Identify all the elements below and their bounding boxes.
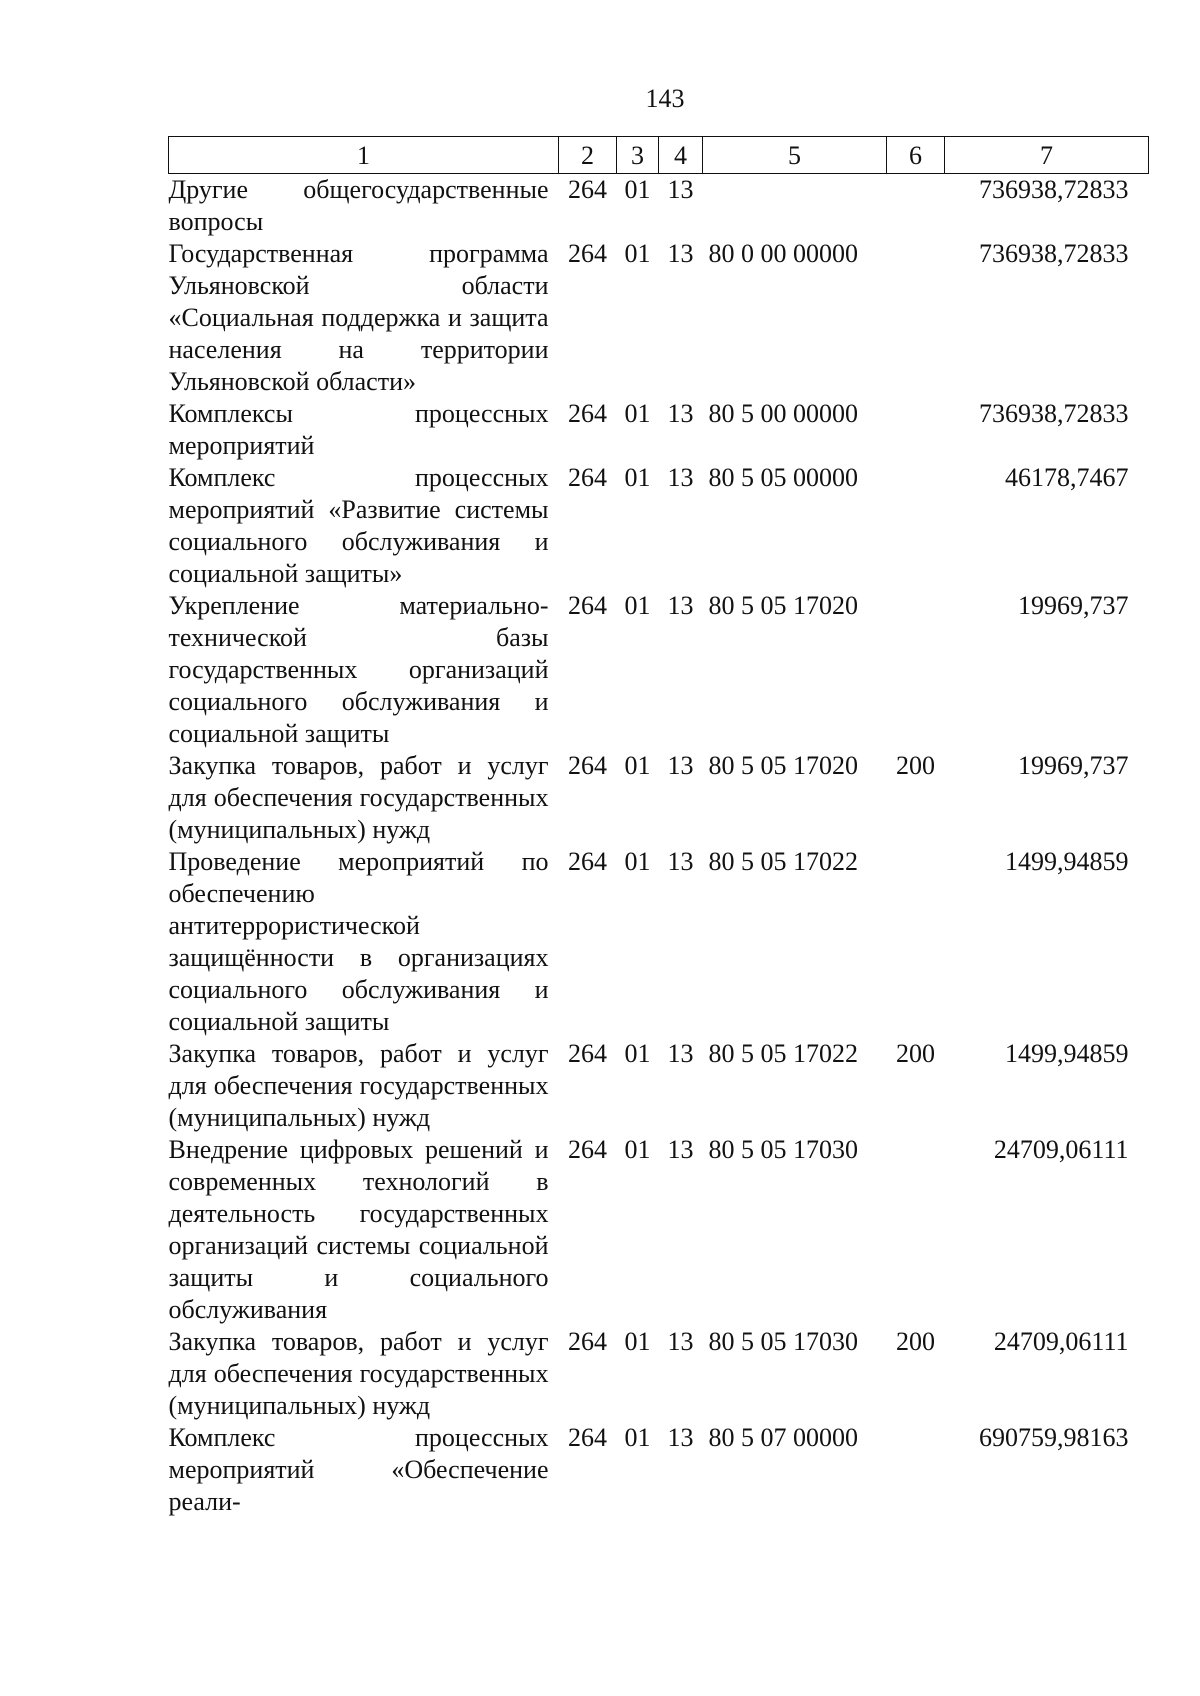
header-col-3: 3 <box>617 137 659 174</box>
table-row <box>169 398 1149 462</box>
row-section-code: 01 <box>624 751 651 780</box>
row-name: Закупка товаров, работ и услуг для обеспечения государственных (муниципальных) нужд <box>168 751 549 844</box>
table-row <box>169 462 1149 590</box>
row-gr-code: 264 <box>568 1327 607 1356</box>
row-target-article: 80 5 00 00000 <box>708 399 858 428</box>
row-amount: 19969,737 <box>1018 591 1129 620</box>
row-target-article: 80 5 05 17022 <box>708 1039 858 1068</box>
row-section-code: 01 <box>624 399 651 428</box>
row-section-code: 01 <box>624 239 651 268</box>
table-row <box>169 590 1149 750</box>
row-expense-type <box>887 846 945 1038</box>
table-row <box>169 750 1149 846</box>
header-col-1: 1 <box>169 137 559 174</box>
row-gr-code: 264 <box>568 175 607 204</box>
table-row <box>169 1038 1149 1134</box>
row-section-code: 01 <box>624 463 651 492</box>
row-target-article: 80 5 05 17020 <box>708 751 858 780</box>
row-expense-type <box>887 238 945 398</box>
row-gr-code: 264 <box>568 1135 607 1164</box>
table-row <box>169 174 1149 239</box>
header-col-5: 5 <box>703 137 887 174</box>
header-col-6: 6 <box>887 137 945 174</box>
row-gr-code: 264 <box>568 239 607 268</box>
row-gr-code: 264 <box>568 751 607 780</box>
row-name: Другие общегосударственные вопросы <box>168 175 549 236</box>
row-name: Закупка товаров, работ и услуг для обеспечения государственных (муниципальных) нужд <box>168 1327 549 1420</box>
row-name: Внедрение цифровых решений и современных технологий в деятельность государственных организаций системы социальной защиты и социального обслуживания <box>168 1135 549 1324</box>
row-expense-type <box>887 174 945 239</box>
row-section-code: 01 <box>624 175 651 204</box>
row-gr-code: 264 <box>568 847 607 876</box>
row-subsection-code: 13 <box>667 1327 694 1356</box>
row-name: Закупка товаров, работ и услуг для обеспечения государственных (муниципальных) нужд <box>168 1039 549 1132</box>
row-name: Комплекс процессных мероприятий «Обеспечение реали- <box>168 1423 549 1516</box>
row-subsection-code: 13 <box>667 175 694 204</box>
row-gr-code: 264 <box>568 463 607 492</box>
row-gr-code: 264 <box>568 399 607 428</box>
row-target-article: 80 0 00 00000 <box>708 239 858 268</box>
row-amount: 736938,72833 <box>979 175 1129 204</box>
row-target-article <box>703 174 887 239</box>
row-target-article: 80 5 05 17030 <box>708 1135 858 1164</box>
row-name: Комплекс процессных мероприятий «Развитие системы социального обслуживания и социальной защиты» <box>168 463 549 588</box>
row-target-article: 80 5 05 00000 <box>708 463 858 492</box>
row-subsection-code: 13 <box>667 463 694 492</box>
table-row <box>169 1134 1149 1326</box>
header-col-4: 4 <box>659 137 703 174</box>
row-subsection-code: 13 <box>667 847 694 876</box>
row-gr-code: 264 <box>568 1423 607 1452</box>
row-amount: 690759,98163 <box>979 1423 1129 1452</box>
table-row <box>169 1422 1149 1518</box>
table-header <box>169 137 1149 174</box>
row-amount: 1499,94859 <box>1005 1039 1129 1068</box>
row-section-code: 01 <box>624 847 651 876</box>
row-target-article: 80 5 05 17022 <box>708 847 858 876</box>
row-section-code: 01 <box>624 1135 651 1164</box>
row-target-article: 80 5 05 17030 <box>708 1327 858 1356</box>
row-subsection-code: 13 <box>667 239 694 268</box>
row-amount: 46178,7467 <box>1005 463 1129 492</box>
row-subsection-code: 13 <box>667 1135 694 1164</box>
row-expense-type <box>887 1422 945 1518</box>
row-name: Укрепление материально-технической базы государственных организаций социального обслуживания и социальной защиты <box>168 591 549 748</box>
row-amount: 736938,72833 <box>979 239 1129 268</box>
row-section-code: 01 <box>624 1423 651 1452</box>
page-number: 143 <box>645 84 685 113</box>
row-subsection-code: 13 <box>667 1039 694 1068</box>
row-target-article: 80 5 07 00000 <box>708 1423 858 1452</box>
row-expense-type: 200 <box>896 751 935 780</box>
row-subsection-code: 13 <box>667 751 694 780</box>
row-amount: 24709,06111 <box>993 1135 1129 1164</box>
row-expense-type: 200 <box>896 1039 935 1068</box>
row-name: Проведение мероприятий по обеспечению антитеррористической защищённости в организациях социального обслуживания и социальной защиты <box>168 847 549 1036</box>
row-subsection-code: 13 <box>667 1423 694 1452</box>
row-target-article: 80 5 05 17020 <box>708 591 858 620</box>
row-amount: 1499,94859 <box>1005 847 1129 876</box>
row-subsection-code: 13 <box>667 399 694 428</box>
row-expense-type <box>887 1134 945 1326</box>
header-col-7: 7 <box>945 137 1149 174</box>
table-row <box>169 238 1149 398</box>
row-section-code: 01 <box>624 591 651 620</box>
table-row <box>169 1326 1149 1422</box>
table-row <box>169 846 1149 1038</box>
row-name: Государственная программа Ульяновской области «Социальная поддержка и защита населения на территории Ульяновской области» <box>168 239 549 396</box>
row-expense-type: 200 <box>896 1327 935 1356</box>
header-col-2: 2 <box>559 137 617 174</box>
row-expense-type <box>887 462 945 590</box>
row-amount: 24709,06111 <box>993 1327 1129 1356</box>
row-section-code: 01 <box>624 1327 651 1356</box>
row-section-code: 01 <box>624 1039 651 1068</box>
row-amount: 19969,737 <box>1018 751 1129 780</box>
row-name: Комплексы процессных мероприятий <box>168 399 549 460</box>
row-amount: 736938,72833 <box>979 399 1129 428</box>
table-body <box>169 174 1149 1519</box>
row-gr-code: 264 <box>568 591 607 620</box>
row-gr-code: 264 <box>568 1039 607 1068</box>
budget-table <box>168 136 1149 1518</box>
row-subsection-code: 13 <box>667 591 694 620</box>
row-expense-type <box>887 590 945 750</box>
row-expense-type <box>887 398 945 462</box>
